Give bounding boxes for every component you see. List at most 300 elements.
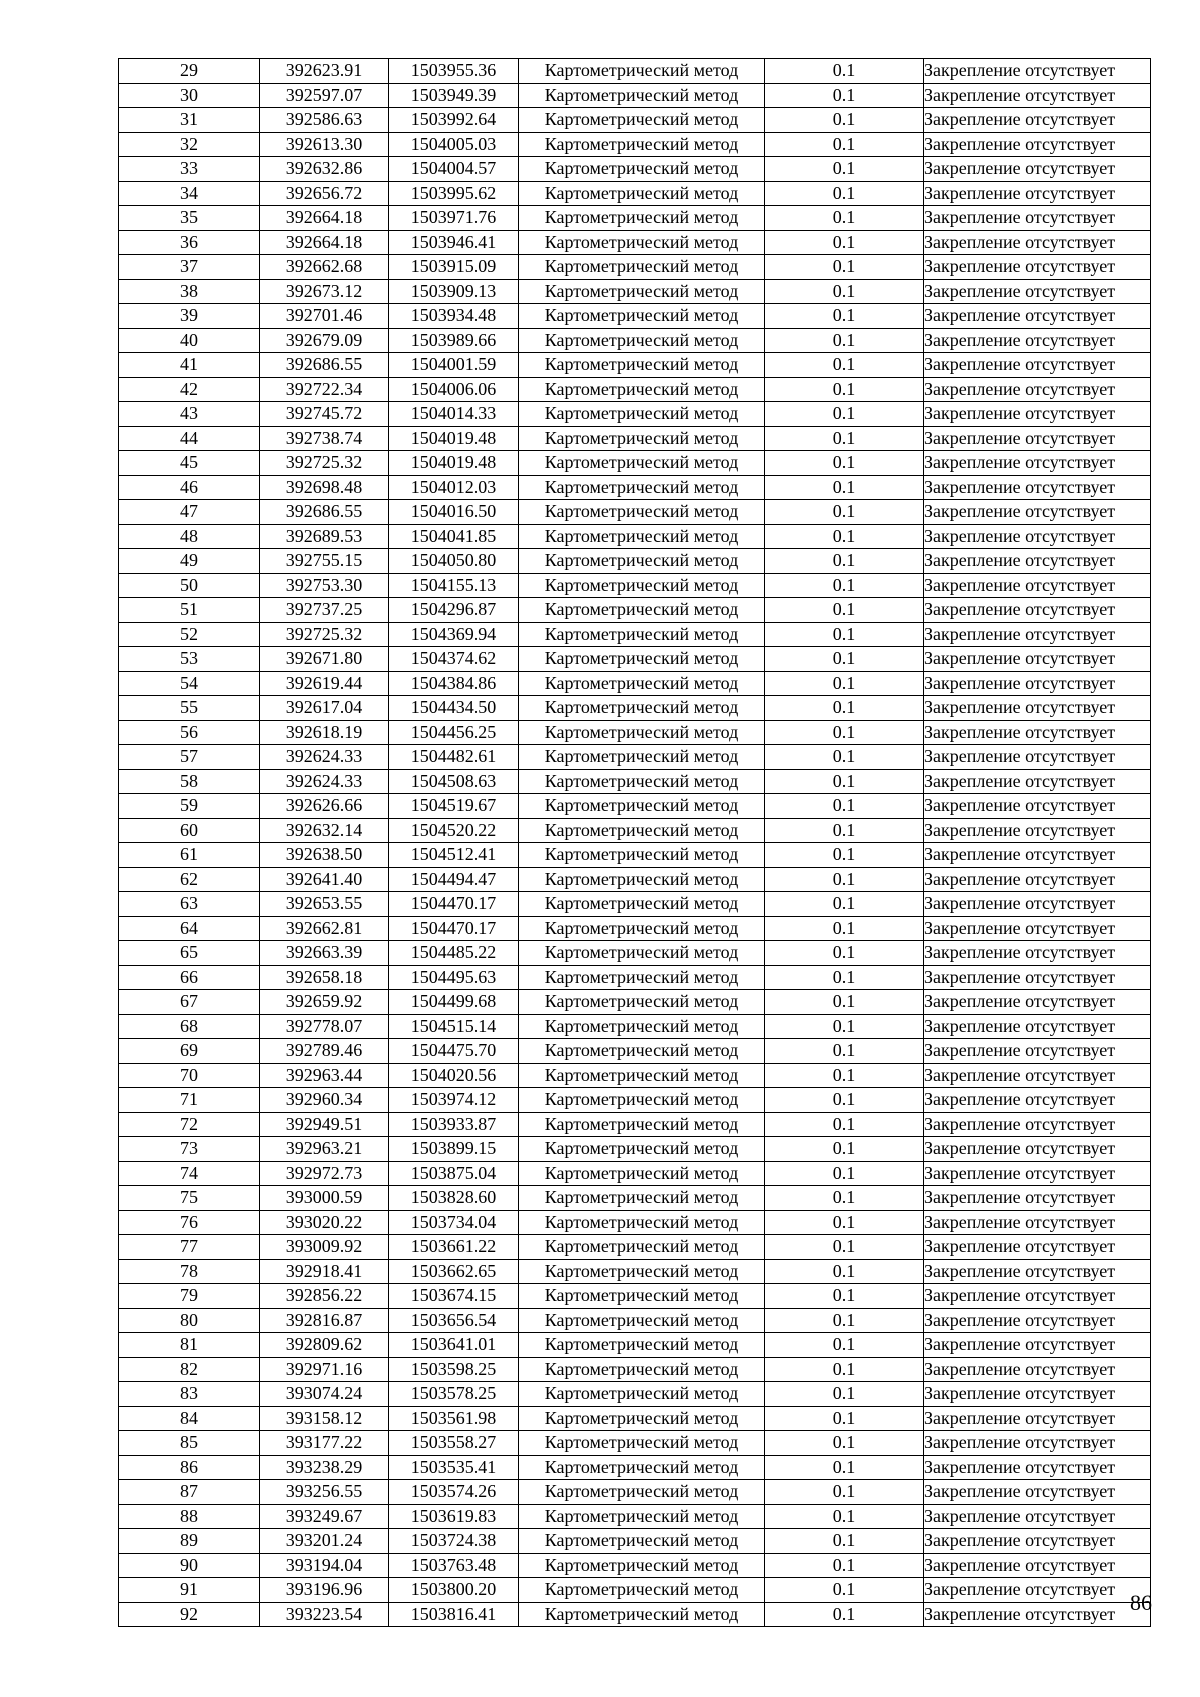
y-coordinate-cell: 1504005.03 [389,132,519,157]
method-cell: Картометрический метод [519,1357,765,1382]
x-coordinate-cell: 392632.86 [260,157,389,182]
method-cell: Картометрический метод [519,1210,765,1235]
y-coordinate-cell: 1504519.67 [389,794,519,819]
table-row [119,696,1151,721]
table-row [119,1063,1151,1088]
accuracy-cell: 0.1 [765,1406,924,1431]
fixing-cell: Закрепление отсутствует [924,941,1151,966]
method-cell: Картометрический метод [519,255,765,280]
y-coordinate-cell: 1503995.62 [389,181,519,206]
y-coordinate-cell: 1504006.06 [389,377,519,402]
accuracy-cell: 0.1 [765,769,924,794]
accuracy-cell: 0.1 [765,524,924,549]
x-coordinate-cell: 392856.22 [260,1284,389,1309]
x-coordinate-cell: 393158.12 [260,1406,389,1431]
x-coordinate-cell: 393194.04 [260,1553,389,1578]
y-coordinate-cell: 1503535.41 [389,1455,519,1480]
point-number-cell: 75 [119,1186,260,1211]
point-number-cell: 82 [119,1357,260,1382]
accuracy-cell: 0.1 [765,206,924,231]
fixing-cell: Закрепление отсутствует [924,402,1151,427]
method-cell: Картометрический метод [519,59,765,84]
fixing-cell: Закрепление отсутствует [924,1578,1151,1603]
x-coordinate-cell: 392725.32 [260,622,389,647]
method-cell: Картометрический метод [519,132,765,157]
fixing-cell: Закрепление отсутствует [924,1186,1151,1211]
fixing-cell: Закрепление отсутствует [924,1284,1151,1309]
method-cell: Картометрический метод [519,1602,765,1627]
fixing-cell: Закрепление отсутствует [924,83,1151,108]
fixing-cell: Закрепление отсутствует [924,1210,1151,1235]
method-cell: Картометрический метод [519,1137,765,1162]
fixing-cell: Закрепление отсутствует [924,304,1151,329]
x-coordinate-cell: 393196.96 [260,1578,389,1603]
x-coordinate-cell: 392671.80 [260,647,389,672]
accuracy-cell: 0.1 [765,328,924,353]
fixing-cell: Закрепление отсутствует [924,1529,1151,1554]
y-coordinate-cell: 1504296.87 [389,598,519,623]
x-coordinate-cell: 392618.19 [260,720,389,745]
table-row [119,451,1151,476]
accuracy-cell: 0.1 [765,843,924,868]
method-cell: Картометрический метод [519,573,765,598]
point-number-cell: 69 [119,1039,260,1064]
table-row [119,157,1151,182]
y-coordinate-cell: 1504012.03 [389,475,519,500]
y-coordinate-cell: 1503674.15 [389,1284,519,1309]
x-coordinate-cell: 392737.25 [260,598,389,623]
fixing-cell: Закрепление отсутствует [924,279,1151,304]
y-coordinate-cell: 1504155.13 [389,573,519,598]
point-number-cell: 63 [119,892,260,917]
method-cell: Картометрический метод [519,1382,765,1407]
y-coordinate-cell: 1504004.57 [389,157,519,182]
x-coordinate-cell: 392971.16 [260,1357,389,1382]
point-number-cell: 91 [119,1578,260,1603]
fixing-cell: Закрепление отсутствует [924,1504,1151,1529]
table-row [119,1578,1151,1603]
table-row [119,1186,1151,1211]
accuracy-cell: 0.1 [765,1063,924,1088]
fixing-cell: Закрепление отсутствует [924,1161,1151,1186]
y-coordinate-cell: 1503899.15 [389,1137,519,1162]
y-coordinate-cell: 1504482.61 [389,745,519,770]
y-coordinate-cell: 1504475.70 [389,1039,519,1064]
fixing-cell: Закрепление отсутствует [924,1259,1151,1284]
x-coordinate-cell: 393238.29 [260,1455,389,1480]
method-cell: Картометрический метод [519,892,765,917]
table-row [119,622,1151,647]
y-coordinate-cell: 1504494.47 [389,867,519,892]
x-coordinate-cell: 393000.59 [260,1186,389,1211]
method-cell: Картометрический метод [519,696,765,721]
point-number-cell: 41 [119,353,260,378]
y-coordinate-cell: 1504499.68 [389,990,519,1015]
point-number-cell: 31 [119,108,260,133]
y-coordinate-cell: 1503934.48 [389,304,519,329]
x-coordinate-cell: 392659.92 [260,990,389,1015]
y-coordinate-cell: 1503989.66 [389,328,519,353]
accuracy-cell: 0.1 [765,1088,924,1113]
fixing-cell: Закрепление отсутствует [924,696,1151,721]
accuracy-cell: 0.1 [765,83,924,108]
x-coordinate-cell: 392624.33 [260,745,389,770]
table-row [119,769,1151,794]
y-coordinate-cell: 1504019.48 [389,451,519,476]
x-coordinate-cell: 392918.41 [260,1259,389,1284]
method-cell: Картометрический метод [519,598,765,623]
y-coordinate-cell: 1504515.14 [389,1014,519,1039]
table-row [119,1357,1151,1382]
y-coordinate-cell: 1503661.22 [389,1235,519,1260]
x-coordinate-cell: 392658.18 [260,965,389,990]
fixing-cell: Закрепление отсутствует [924,1333,1151,1358]
table-row [119,1161,1151,1186]
method-cell: Картометрический метод [519,549,765,574]
method-cell: Картометрический метод [519,1235,765,1260]
method-cell: Картометрический метод [519,1259,765,1284]
y-coordinate-cell: 1503909.13 [389,279,519,304]
accuracy-cell: 0.1 [765,1602,924,1627]
accuracy-cell: 0.1 [765,1014,924,1039]
fixing-cell: Закрепление отсутствует [924,255,1151,280]
accuracy-cell: 0.1 [765,941,924,966]
point-number-cell: 84 [119,1406,260,1431]
fixing-cell: Закрепление отсутствует [924,965,1151,990]
point-number-cell: 81 [119,1333,260,1358]
fixing-cell: Закрепление отсутствует [924,549,1151,574]
accuracy-cell: 0.1 [765,1357,924,1382]
accuracy-cell: 0.1 [765,279,924,304]
fixing-cell: Закрепление отсутствует [924,622,1151,647]
table-row [119,1455,1151,1480]
accuracy-cell: 0.1 [765,59,924,84]
table-row [119,1504,1151,1529]
y-coordinate-cell: 1504041.85 [389,524,519,549]
point-number-cell: 50 [119,573,260,598]
method-cell: Картометрический метод [519,671,765,696]
y-coordinate-cell: 1503561.98 [389,1406,519,1431]
method-cell: Картометрический метод [519,500,765,525]
x-coordinate-cell: 393074.24 [260,1382,389,1407]
table-row [119,1480,1151,1505]
fixing-cell: Закрепление отсутствует [924,1088,1151,1113]
table-row [119,402,1151,427]
fixing-cell: Закрепление отсутствует [924,181,1151,206]
page-number: 86 [1130,1590,1152,1615]
x-coordinate-cell: 392656.72 [260,181,389,206]
x-coordinate-cell: 392738.74 [260,426,389,451]
point-number-cell: 72 [119,1112,260,1137]
y-coordinate-cell: 1504470.17 [389,916,519,941]
table-row [119,867,1151,892]
fixing-cell: Закрепление отсутствует [924,1455,1151,1480]
fixing-cell: Закрепление отсутствует [924,1382,1151,1407]
method-cell: Картометрический метод [519,794,765,819]
y-coordinate-cell: 1504050.80 [389,549,519,574]
method-cell: Картометрический метод [519,1039,765,1064]
method-cell: Картометрический метод [519,181,765,206]
x-coordinate-cell: 392949.51 [260,1112,389,1137]
fixing-cell: Закрепление отсутствует [924,745,1151,770]
point-number-cell: 87 [119,1480,260,1505]
table-row [119,1137,1151,1162]
point-number-cell: 53 [119,647,260,672]
method-cell: Картометрический метод [519,769,765,794]
table-row [119,990,1151,1015]
x-coordinate-cell: 392664.18 [260,206,389,231]
method-cell: Картометрический метод [519,867,765,892]
table-row [119,1014,1151,1039]
accuracy-cell: 0.1 [765,720,924,745]
y-coordinate-cell: 1503598.25 [389,1357,519,1382]
point-number-cell: 61 [119,843,260,868]
table-row [119,1235,1151,1260]
point-number-cell: 36 [119,230,260,255]
y-coordinate-cell: 1503800.20 [389,1578,519,1603]
x-coordinate-cell: 392663.39 [260,941,389,966]
fixing-cell: Закрепление отсутствует [924,1406,1151,1431]
table-row [119,377,1151,402]
x-coordinate-cell: 392753.30 [260,573,389,598]
method-cell: Картометрический метод [519,622,765,647]
accuracy-cell: 0.1 [765,696,924,721]
point-number-cell: 88 [119,1504,260,1529]
fixing-cell: Закрепление отсутствует [924,720,1151,745]
y-coordinate-cell: 1504019.48 [389,426,519,451]
fixing-cell: Закрепление отсутствует [924,573,1151,598]
point-number-cell: 62 [119,867,260,892]
y-coordinate-cell: 1504456.25 [389,720,519,745]
table-row [119,745,1151,770]
point-number-cell: 60 [119,818,260,843]
x-coordinate-cell: 392632.14 [260,818,389,843]
fixing-cell: Закрепление отсутствует [924,1308,1151,1333]
method-cell: Картометрический метод [519,402,765,427]
fixing-cell: Закрепление отсутствует [924,500,1151,525]
method-cell: Картометрический метод [519,843,765,868]
x-coordinate-cell: 392745.72 [260,402,389,427]
point-number-cell: 51 [119,598,260,623]
point-number-cell: 92 [119,1602,260,1627]
accuracy-cell: 0.1 [765,426,924,451]
method-cell: Картометрический метод [519,990,765,1015]
x-coordinate-cell: 392638.50 [260,843,389,868]
y-coordinate-cell: 1504495.63 [389,965,519,990]
table-row [119,255,1151,280]
x-coordinate-cell: 392623.91 [260,59,389,84]
method-cell: Картометрический метод [519,647,765,672]
table-row [119,475,1151,500]
accuracy-cell: 0.1 [765,1186,924,1211]
method-cell: Картометрический метод [519,1112,765,1137]
fixing-cell: Закрепление отсутствует [924,1235,1151,1260]
x-coordinate-cell: 393223.54 [260,1602,389,1627]
method-cell: Картометрический метод [519,108,765,133]
table-row [119,108,1151,133]
point-number-cell: 76 [119,1210,260,1235]
y-coordinate-cell: 1503915.09 [389,255,519,280]
point-number-cell: 39 [119,304,260,329]
y-coordinate-cell: 1503662.65 [389,1259,519,1284]
accuracy-cell: 0.1 [765,671,924,696]
y-coordinate-cell: 1504016.50 [389,500,519,525]
method-cell: Картометрический метод [519,206,765,231]
accuracy-cell: 0.1 [765,1333,924,1358]
table-row [119,892,1151,917]
point-number-cell: 35 [119,206,260,231]
x-coordinate-cell: 392960.34 [260,1088,389,1113]
accuracy-cell: 0.1 [765,745,924,770]
point-number-cell: 86 [119,1455,260,1480]
fixing-cell: Закрепление отсутствует [924,1039,1151,1064]
x-coordinate-cell: 392789.46 [260,1039,389,1064]
fixing-cell: Закрепление отсутствует [924,426,1151,451]
point-number-cell: 57 [119,745,260,770]
point-number-cell: 80 [119,1308,260,1333]
accuracy-cell: 0.1 [765,867,924,892]
fixing-cell: Закрепление отсутствует [924,108,1151,133]
accuracy-cell: 0.1 [765,892,924,917]
y-coordinate-cell: 1503828.60 [389,1186,519,1211]
x-coordinate-cell: 392662.81 [260,916,389,941]
method-cell: Картометрический метод [519,818,765,843]
table-row [119,1406,1151,1431]
y-coordinate-cell: 1503724.38 [389,1529,519,1554]
fixing-cell: Закрепление отсутствует [924,1553,1151,1578]
fixing-cell: Закрепление отсутствует [924,892,1151,917]
fixing-cell: Закрепление отсутствует [924,1480,1151,1505]
x-coordinate-cell: 392701.46 [260,304,389,329]
fixing-cell: Закрепление отсутствует [924,671,1151,696]
accuracy-cell: 0.1 [765,255,924,280]
point-number-cell: 67 [119,990,260,1015]
accuracy-cell: 0.1 [765,1455,924,1480]
point-number-cell: 68 [119,1014,260,1039]
x-coordinate-cell: 392679.09 [260,328,389,353]
point-number-cell: 90 [119,1553,260,1578]
table-row [119,353,1151,378]
table-row [119,720,1151,745]
y-coordinate-cell: 1504369.94 [389,622,519,647]
fixing-cell: Закрепление отсутствует [924,1112,1151,1137]
point-number-cell: 43 [119,402,260,427]
method-cell: Картометрический метод [519,475,765,500]
fixing-cell: Закрепление отсутствует [924,328,1151,353]
table-row [119,1333,1151,1358]
fixing-cell: Закрепление отсутствует [924,1137,1151,1162]
point-number-cell: 65 [119,941,260,966]
accuracy-cell: 0.1 [765,1578,924,1603]
point-number-cell: 89 [119,1529,260,1554]
x-coordinate-cell: 392725.32 [260,451,389,476]
point-number-cell: 29 [119,59,260,84]
method-cell: Картометрический метод [519,1088,765,1113]
accuracy-cell: 0.1 [765,1480,924,1505]
table-row [119,1382,1151,1407]
fixing-cell: Закрепление отсутствует [924,157,1151,182]
table-row [119,794,1151,819]
accuracy-cell: 0.1 [765,965,924,990]
accuracy-cell: 0.1 [765,573,924,598]
point-number-cell: 83 [119,1382,260,1407]
y-coordinate-cell: 1503578.25 [389,1382,519,1407]
table-row [119,1259,1151,1284]
method-cell: Картометрический метод [519,1504,765,1529]
fixing-cell: Закрепление отсутствует [924,818,1151,843]
point-number-cell: 48 [119,524,260,549]
fixing-cell: Закрепление отсутствует [924,769,1151,794]
method-cell: Картометрический метод [519,1431,765,1456]
method-cell: Картометрический метод [519,1529,765,1554]
accuracy-cell: 0.1 [765,132,924,157]
point-number-cell: 42 [119,377,260,402]
y-coordinate-cell: 1504470.17 [389,892,519,917]
y-coordinate-cell: 1504014.33 [389,402,519,427]
accuracy-cell: 0.1 [765,1529,924,1554]
x-coordinate-cell: 392673.12 [260,279,389,304]
accuracy-cell: 0.1 [765,377,924,402]
table-row [119,181,1151,206]
y-coordinate-cell: 1503875.04 [389,1161,519,1186]
fixing-cell: Закрепление отсутствует [924,843,1151,868]
accuracy-cell: 0.1 [765,1259,924,1284]
point-number-cell: 52 [119,622,260,647]
y-coordinate-cell: 1504001.59 [389,353,519,378]
fixing-cell: Закрепление отсутствует [924,1602,1151,1627]
accuracy-cell: 0.1 [765,304,924,329]
x-coordinate-cell: 392619.44 [260,671,389,696]
method-cell: Картометрический метод [519,451,765,476]
x-coordinate-cell: 392597.07 [260,83,389,108]
point-number-cell: 85 [119,1431,260,1456]
point-number-cell: 71 [119,1088,260,1113]
point-number-cell: 37 [119,255,260,280]
point-number-cell: 49 [119,549,260,574]
y-coordinate-cell: 1504020.56 [389,1063,519,1088]
table-row [119,965,1151,990]
table-row [119,941,1151,966]
fixing-cell: Закрепление отсутствует [924,647,1151,672]
fixing-cell: Закрепление отсутствует [924,598,1151,623]
fixing-cell: Закрепление отсутствует [924,1357,1151,1382]
x-coordinate-cell: 392722.34 [260,377,389,402]
accuracy-cell: 0.1 [765,1504,924,1529]
point-number-cell: 70 [119,1063,260,1088]
method-cell: Картометрический метод [519,1063,765,1088]
accuracy-cell: 0.1 [765,990,924,1015]
method-cell: Картометрический метод [519,1480,765,1505]
x-coordinate-cell: 393020.22 [260,1210,389,1235]
table-row [119,524,1151,549]
method-cell: Картометрический метод [519,1578,765,1603]
table-row [119,916,1151,941]
y-coordinate-cell: 1504512.41 [389,843,519,868]
x-coordinate-cell: 393009.92 [260,1235,389,1260]
table-row [119,598,1151,623]
fixing-cell: Закрепление отсутствует [924,59,1151,84]
point-number-cell: 46 [119,475,260,500]
fixing-cell: Закрепление отсутствует [924,1431,1151,1456]
table-row [119,279,1151,304]
point-number-cell: 40 [119,328,260,353]
table-row [119,59,1151,84]
accuracy-cell: 0.1 [765,181,924,206]
x-coordinate-cell: 393177.22 [260,1431,389,1456]
accuracy-cell: 0.1 [765,475,924,500]
x-coordinate-cell: 392963.44 [260,1063,389,1088]
method-cell: Картометрический метод [519,745,765,770]
